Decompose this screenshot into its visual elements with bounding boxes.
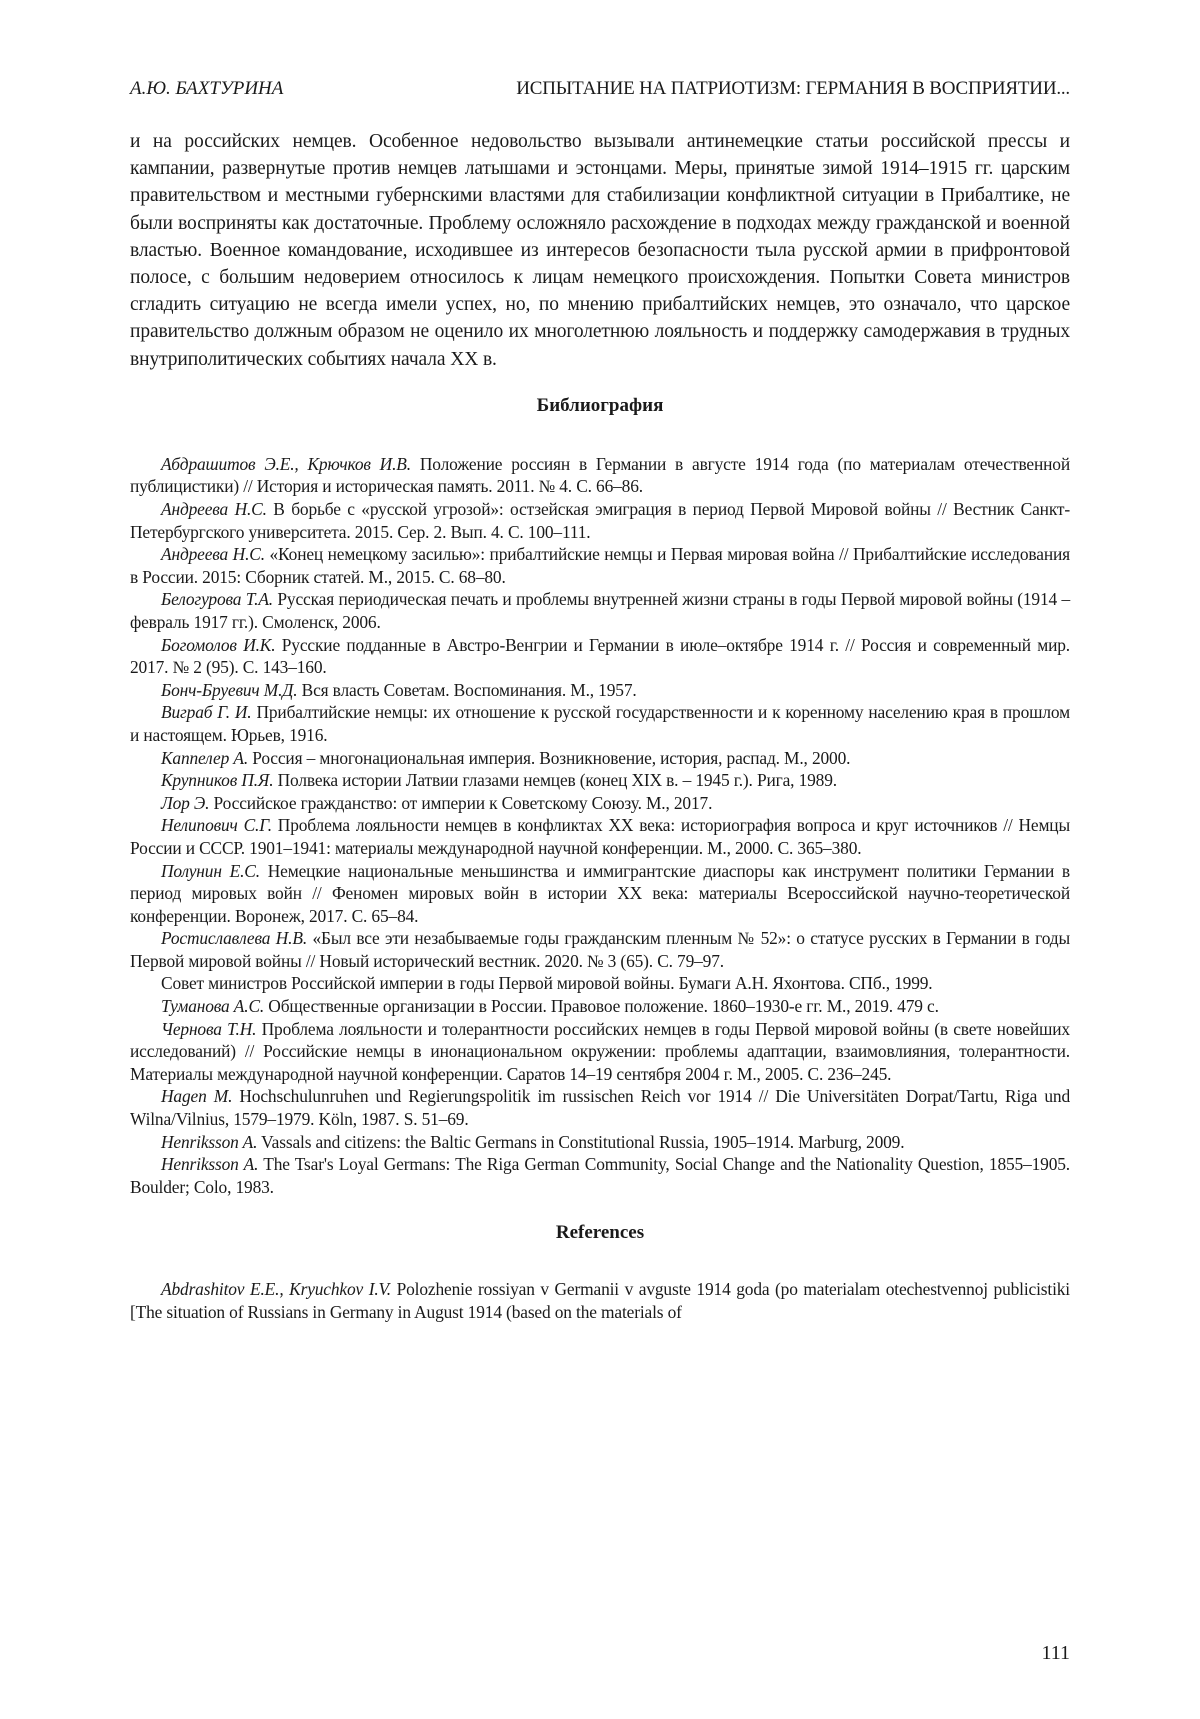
entry-text: «Был все эти незабываемые годы гражданским пленным № 52»: о статусе русских в Германии в годы Первой мировой войны // Новый исторический вестник. 2020. № 3 (65). С. 79–97.: [130, 928, 1070, 971]
bibliography-entry: [130, 1085, 1070, 1130]
entry-text: Россия – многонациональная империя. Возникновение, история, распад. М., 2000.: [248, 748, 850, 768]
bibliography-entry: [130, 814, 1070, 859]
bibliography-entry: [130, 747, 1070, 770]
entry-text: Российское гражданство: от империи к Советскому Союзу. М., 2017.: [209, 793, 712, 813]
entry-author: Henriksson A.: [161, 1132, 257, 1152]
entry-author: Каппелер А.: [161, 748, 248, 768]
entry-author: Богомолов И.К.: [161, 635, 275, 655]
entry-author: Крупников П.Я.: [161, 770, 273, 790]
entry-author: Ростиславлева Н.В.: [161, 928, 307, 948]
header-author: А.Ю. БАХТУРИНА: [130, 78, 283, 100]
references-heading: References: [130, 1222, 1070, 1244]
bibliography-entry: [130, 701, 1070, 746]
bibliography-entry: [130, 1131, 1070, 1154]
page-content: [130, 128, 1070, 1324]
entry-author: Абдрашитов Э.Е., Крючков И.В.: [161, 454, 411, 474]
bibliography-entry: [130, 995, 1070, 1018]
entry-text: Вся власть Советам. Воспоминания. М., 1957.: [297, 680, 636, 700]
entry-text: Полвека истории Латвии глазами немцев (конец XIX в. – 1945 г.). Рига, 1989.: [273, 770, 837, 790]
entry-author: Андреева Н.С.: [161, 499, 267, 519]
bibliography-entry: [130, 634, 1070, 679]
entry-text: Прибалтийские немцы: их отношение к русской государственности и к коренному населению края в прошлом и настоящем. Юрьев, 1916.: [130, 702, 1070, 745]
entry-text: В борьбе с «русской угрозой»: остзейская эмиграция в период Первой Мировой войны // Вестник Санкт-Петербургского университета. 2015. Сер. 2. Вып. 4. С. 100–111.: [130, 499, 1070, 542]
running-header: [130, 78, 1070, 104]
entry-text: «Конец немецкому засилью»: прибалтийские немцы и Первая мировая война // Прибалтийские исследования в России. 2015: Сборник статей. М., 2015. С. 68–80.: [130, 544, 1070, 587]
entry-text: Общественные организации в России. Правовое положение. 1860–1930-е гг. М., 2019. 479 с.: [264, 996, 939, 1016]
entry-author: Чернова Т.Н.: [161, 1019, 256, 1039]
entry-text: Совет министров Российской империи в годы Первой мировой войны. Бумаги А.Н. Яхонтова. СПб., 1999.: [161, 973, 933, 993]
references-list: [130, 1278, 1070, 1323]
bibliography-entry: [130, 588, 1070, 633]
entry-text: Положение россиян в Германии в августе 1914 года (по материалам отечественной публицистики) // История и историческая память. 2011. № 4. С. 66–86.: [130, 454, 1070, 497]
entry-author: Андреева Н.С.: [161, 544, 265, 564]
entry-author: Abdrashitov E.E., Kryuchkov I.V.: [161, 1279, 391, 1299]
entry-text: Hochschulunruhen und Regierungspolitik im russischen Reich vor 1914 // Die Universitäten Dorpat/Tartu, Riga und Wilna/Vilnius, 1579–1979. Köln, 1987. S. 51–69.: [130, 1086, 1070, 1129]
entry-text: Polozhenie rossiyan v Germanii v avguste 1914 goda (po materialam otechestvennoj publicistiki [The situation of Russians in Germany in August 1914 (based on the materials of: [130, 1279, 1070, 1322]
entry-text: Vassals and citizens: the Baltic Germans in Constitutional Russia, 1905–1914. Marburg, 2009.: [257, 1132, 904, 1152]
body-paragraph: и на российских немцев. Особенное недовольство вызывали антинемецкие статьи российской прессы и кампании, развернутые против немцев латышами и эстонцами. Меры, принятые зимой 1914–1915 гг. царским правительством и местными губернскими властями для стабилизации конфликтной ситуации в Прибалтике, не были восприняты как достаточные. Проблему осложняло расхождение в подходах между гражданской и военной властью. Военное командование, исходившее из интересов безопасности тыла русской армии в прифронтовой полосе, с большим недоверием относилось к лицам немецкого происхождения. Попытки Совета министров сгладить ситуацию не всегда имели успех, но, по мнению прибалтийских немцев, это означало, что царское правительство должным образом не оценило их многолетнюю лояльность и поддержку самодержавия в трудных внутриполитических событиях начала XX в.: [130, 128, 1070, 373]
bibliography-entry: [130, 679, 1070, 702]
bibliography-entry: [130, 860, 1070, 928]
page-number: 111: [1041, 1642, 1070, 1665]
bibliography-entry: [130, 498, 1070, 543]
bibliography-list: [130, 453, 1070, 1199]
entry-text: Проблема лояльности немцев в конфликтах XX века: историография вопроса и круг источников // Немцы России и СССР. 1901–1941: материалы международной научной конференции. М., 2000. С. 365–380.: [130, 815, 1070, 858]
bibliography-entry: [130, 453, 1070, 498]
entry-author: Бонч-Бруевич М.Д.: [161, 680, 297, 700]
bibliography-entry: [130, 543, 1070, 588]
bibliography-entry: [130, 792, 1070, 815]
entry-text: Русская периодическая печать и проблемы внутренней жизни страны в годы Первой мировой войны (1914 – февраль 1917 гг.). Смоленск, 2006.: [130, 589, 1070, 632]
entry-text: Русские подданные в Австро-Венгрии и Германии в июле–октябре 1914 г. // Россия и современный мир. 2017. № 2 (95). С. 143–160.: [130, 635, 1070, 678]
bibliography-entry: [130, 927, 1070, 972]
bibliography-entry: [130, 1153, 1070, 1198]
entry-text: Немецкие национальные меньшинства и иммигрантские диаспоры как инструмент политики Германии в период мировых войн // Феномен мировых войн в истории XX века: материалы Всероссийской научно-теоретической конференции. Воронеж, 2017. С. 65–84.: [130, 861, 1070, 926]
entry-author: Полунин Е.С.: [161, 861, 260, 881]
entry-author: Нелипович С.Г.: [161, 815, 272, 835]
bibliography-entry: [130, 769, 1070, 792]
entry-text: Проблема лояльности и толерантности российских немцев в годы Первой мировой войны (в свете новейших исследований) // Российские немцы в инонациональном окружении: проблемы адаптации, взаимовлияния, толерантности. Материалы международной научной конференции. Саратов 14–19 сентября 2004 г. М., 2005. С. 236–245.: [130, 1019, 1070, 1084]
entry-author: Виграб Г. И.: [161, 702, 252, 722]
entry-author: Hagen M.: [161, 1086, 232, 1106]
bibliography-entry: [130, 1278, 1070, 1323]
bibliography-heading: Библиография: [130, 395, 1070, 417]
entry-author: Henriksson A.: [161, 1154, 258, 1174]
entry-text: The Tsar's Loyal Germans: The Riga German Community, Social Change and the Nationality Question, 1855–1905. Boulder; Colo, 1983.: [130, 1154, 1070, 1197]
bibliography-entry: [130, 1018, 1070, 1086]
entry-author: Лор Э.: [161, 793, 209, 813]
entry-author: Белогурова Т.А.: [161, 589, 273, 609]
entry-author: Туманова А.С.: [161, 996, 264, 1016]
header-title: ИСПЫТАНИЕ НА ПАТРИОТИЗМ: ГЕРМАНИЯ В ВОСПРИЯТИИ...: [516, 78, 1070, 100]
bibliography-entry: [130, 972, 1070, 995]
